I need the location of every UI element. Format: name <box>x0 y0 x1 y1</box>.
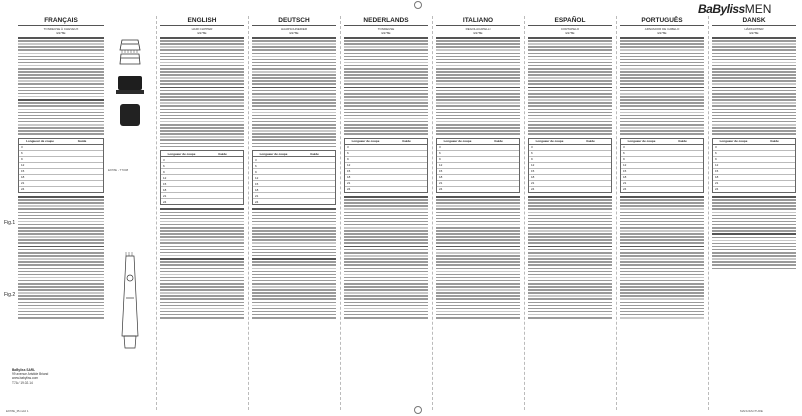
cutting-length-table: Longueur de coupe Guide 3 6 9 12 15 18 21 24 <box>528 138 612 193</box>
column-title: FRANÇAIS <box>18 16 104 26</box>
column-espanol: ESPAÑOL CORTAPELO E978E Longueur de coupe Guide 3 6 9 12 15 18 21 24 <box>528 16 612 406</box>
cutting-length-table: Longueur de coupe Guide 3 6 9 12 15 18 21 24 <box>18 138 104 193</box>
product-illustration-area <box>104 16 156 408</box>
cutting-length-table: Longueur de coupe Guide 3 6 9 12 15 18 21 24 <box>436 138 520 193</box>
cutting-length-table: Longueur de coupe Guide 3 6 9 12 15 18 21 24 <box>344 138 428 193</box>
company-address: BaByliss SARL 99 avenue Aristide Briand www.babyliss.com T7A / 19.02.14 <box>12 368 49 385</box>
column-english: ENGLISH HAIR CLIPPER E978E Longueur de coupe Guide 3 6 9 12 15 18 21 24 <box>160 16 244 406</box>
column-dansk: DANSK HÅRKLIPPER E978E Longueur de coupe Guide 3 6 9 12 15 18 21 24 <box>712 16 796 406</box>
cutting-length-table: Longueur de coupe Guide 3 6 9 12 15 18 21 24 <box>160 150 244 205</box>
print-file-label: E978E_IB.indd 1 <box>6 409 29 413</box>
model-caption: E978E - T7008 <box>108 168 129 172</box>
column-italiano: ITALIANO REGOLACAPELLI E978E Longueur de coupe Guide 3 6 9 12 15 18 21 24 <box>436 16 520 406</box>
column-portugues: PORTUGUÊS APARADOR DE CABELO E978E Longueur de coupe Guide 3 6 9 12 15 18 21 24 <box>620 16 704 406</box>
storage-pouch <box>120 104 140 126</box>
babyliss-men-logo: BaBylissMEN <box>698 2 772 16</box>
clipper-outline <box>122 256 138 348</box>
charging-stand <box>118 76 142 90</box>
registration-mark <box>414 406 422 414</box>
figure-1-label: Fig.1 <box>4 220 16 226</box>
column-deutsch: DEUTSCH HAARSCHNEIDER E978E Longueur de coupe Guide 3 6 9 12 15 18 21 24 <box>252 16 336 406</box>
cutting-length-table: Longueur de coupe Guide 3 6 9 12 15 18 21 24 <box>252 150 336 205</box>
cutting-length-table: Longueur de coupe Guide 3 6 9 12 15 18 21 24 <box>712 138 796 193</box>
manufacture-label: MANUFACTURE <box>740 409 763 413</box>
cutting-length-table: Longueur de coupe Guide 3 6 9 12 15 18 21 24 <box>620 138 704 193</box>
clipper-drawings <box>104 16 156 408</box>
figure-2-label: Fig.2 <box>4 292 16 298</box>
column-nederlands: NEDERLANDS TONDEUSE E978E Longueur de coupe Guide 3 6 9 12 15 18 21 24 <box>344 16 428 406</box>
column-francais: FRANÇAIS TONDEUSE À CHEVEUX E978E Longueur de coupe Guide 3 6 9 12 15 18 21 24 <box>18 16 104 406</box>
registration-mark <box>414 1 422 9</box>
